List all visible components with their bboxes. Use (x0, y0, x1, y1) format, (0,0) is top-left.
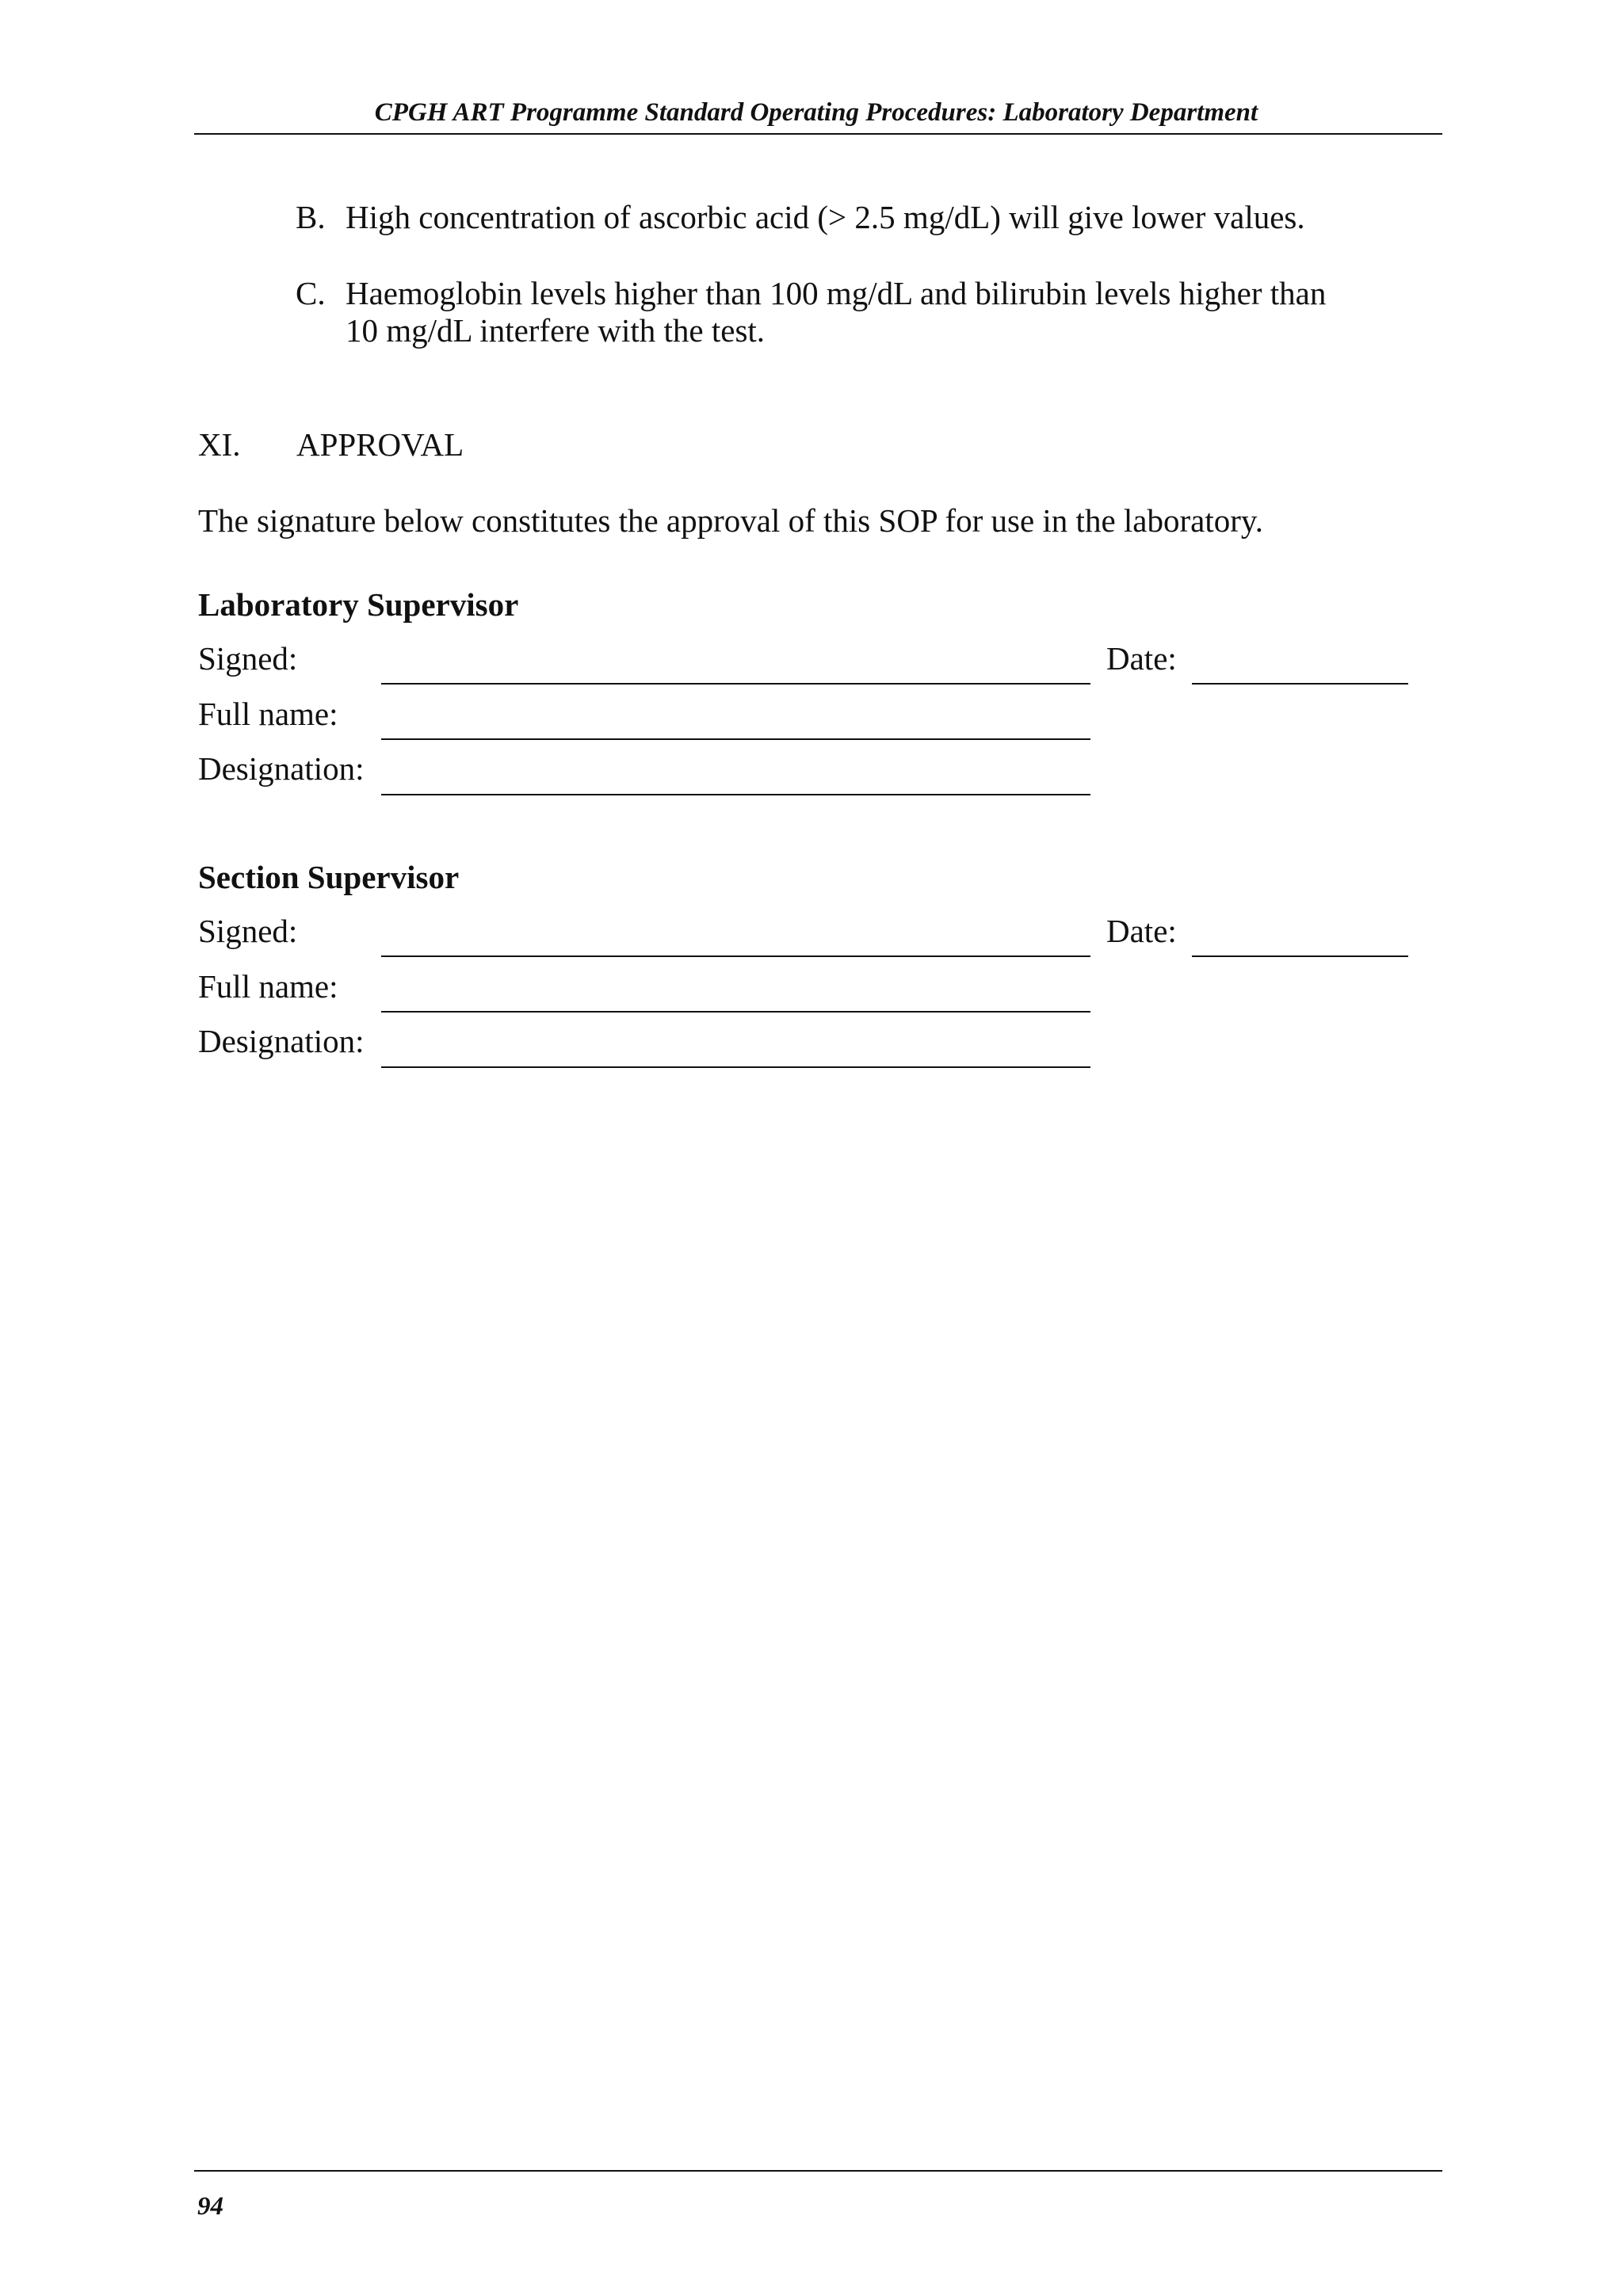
footer-divider (194, 2170, 1442, 2172)
signature-line[interactable] (381, 683, 1090, 685)
running-header: CPGH ART Programme Standard Operating Procedures: Laboratory Department (374, 98, 1258, 127)
list-item-letter-c: C. (296, 275, 326, 311)
list-item-b-text: High concentration of ascorbic acid (> 2.5 mg/dL) will give lower values. (346, 199, 1305, 235)
signatory-role-section-supervisor: Section Supervisor (198, 859, 460, 895)
list-item-c-text-line-1: Haemoglobin levels higher than 100 mg/dL and bilirubin levels higher than (346, 275, 1327, 311)
list-item-letter-b: B. (296, 199, 326, 235)
list-item-c-text-line-2: 10 mg/dL interfere with the test. (346, 312, 766, 349)
header-divider (194, 133, 1442, 135)
designation-line[interactable] (381, 1066, 1090, 1068)
full-name-label: Full name: (198, 696, 338, 732)
signed-label: Signed: (198, 913, 298, 949)
signatory-role-laboratory-supervisor: Laboratory Supervisor (198, 586, 519, 623)
date-label: Date: (1106, 640, 1177, 677)
signature-line[interactable] (381, 955, 1090, 957)
page-number: 94 (197, 2192, 223, 2221)
full-name-line[interactable] (381, 1011, 1090, 1013)
date-line[interactable] (1192, 683, 1408, 685)
section-title: APPROVAL (296, 426, 464, 463)
approval-statement: The signature below constitutes the approval of this SOP for use in the laboratory. (198, 502, 1263, 539)
signed-label: Signed: (198, 640, 298, 677)
section-number: XI. (198, 426, 241, 463)
full-name-line[interactable] (381, 738, 1090, 740)
full-name-label: Full name: (198, 968, 338, 1005)
designation-line[interactable] (381, 794, 1090, 795)
date-label: Date: (1106, 913, 1177, 949)
date-line[interactable] (1192, 955, 1408, 957)
designation-label: Designation: (198, 1023, 365, 1059)
designation-label: Designation: (198, 750, 365, 787)
